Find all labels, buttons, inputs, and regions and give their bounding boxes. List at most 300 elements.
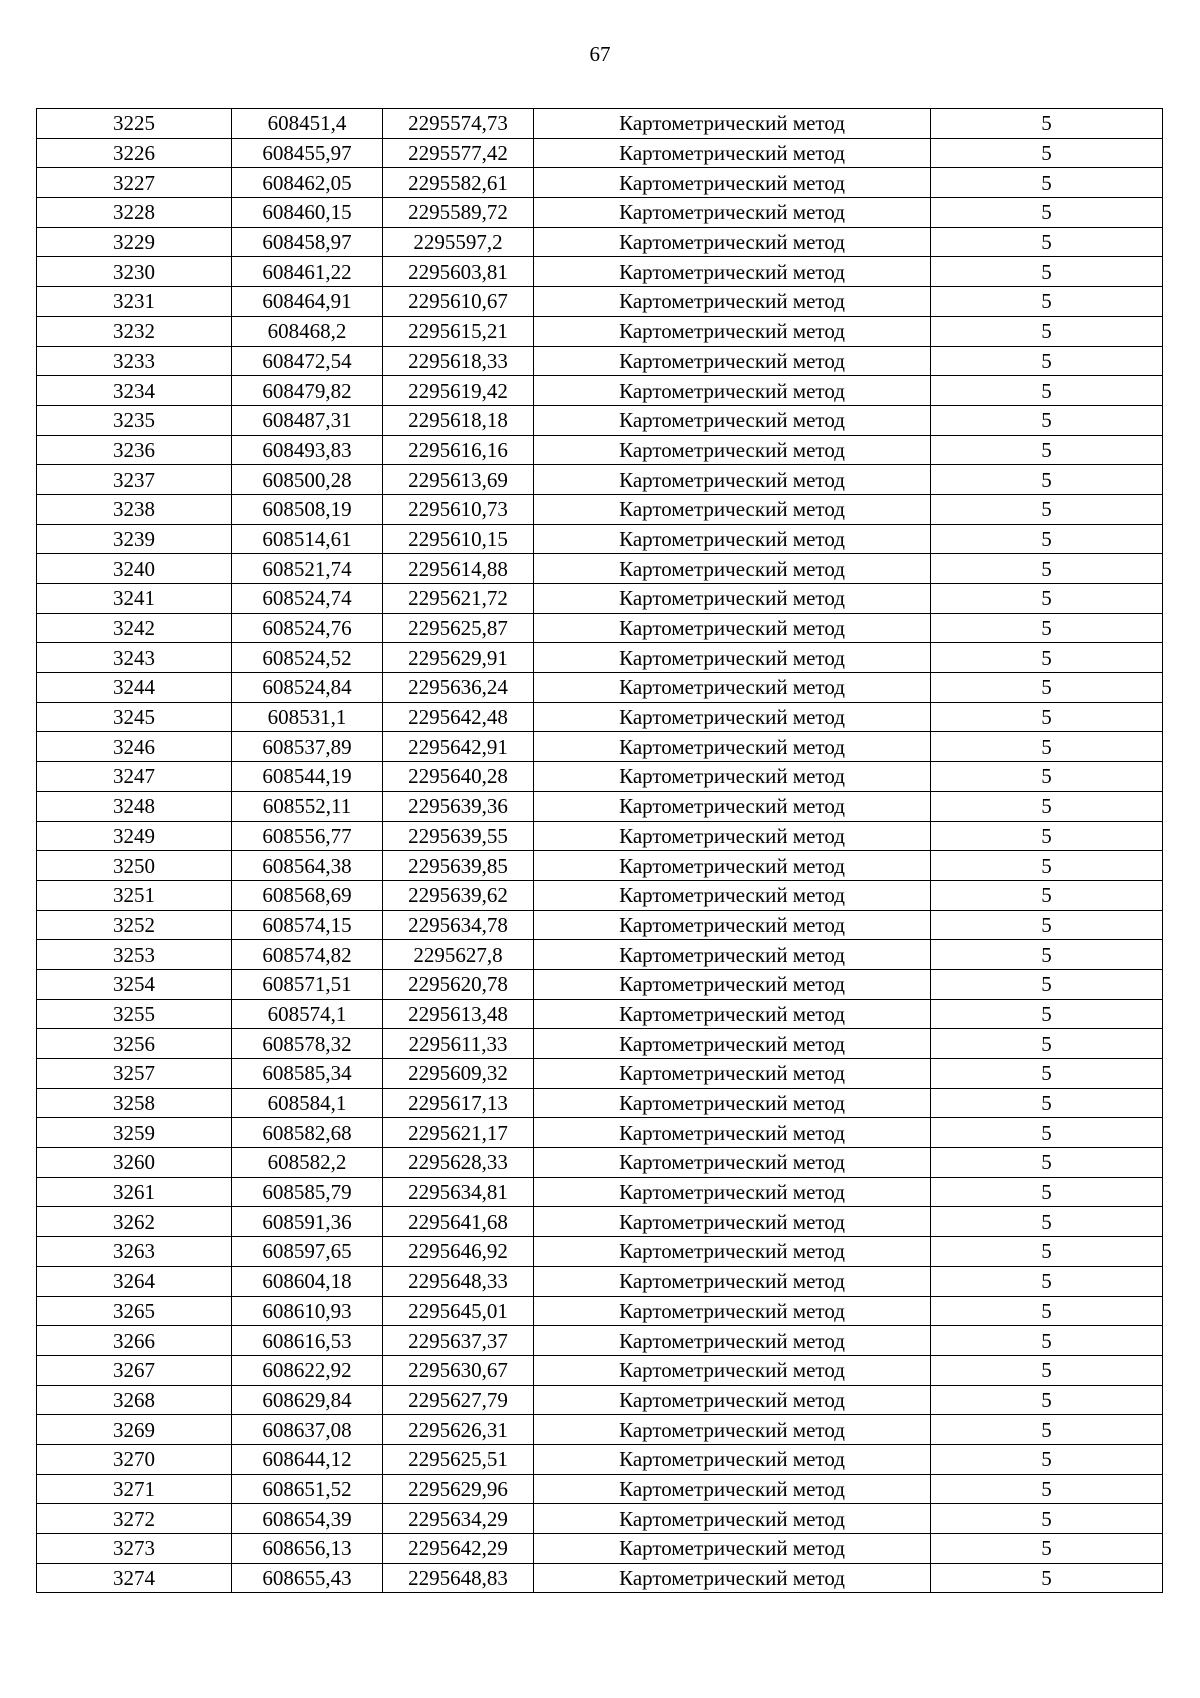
y-coordinate-cell: 2295616,16 xyxy=(383,435,534,465)
method-cell: Картометрический метод xyxy=(534,643,931,673)
table-row xyxy=(37,910,1163,940)
y-coordinate-cell: 2295645,01 xyxy=(383,1296,534,1326)
table-row xyxy=(37,1474,1163,1504)
accuracy-cell: 5 xyxy=(931,1296,1163,1326)
point-number-cell: 3239 xyxy=(37,524,232,554)
point-number-cell: 3260 xyxy=(37,1148,232,1178)
accuracy-cell: 5 xyxy=(931,198,1163,228)
accuracy-cell: 5 xyxy=(931,405,1163,435)
y-coordinate-cell: 2295619,42 xyxy=(383,376,534,406)
accuracy-cell: 5 xyxy=(931,316,1163,346)
x-coordinate-cell: 608564,38 xyxy=(232,851,383,881)
method-cell: Картометрический метод xyxy=(534,910,931,940)
table-row xyxy=(37,198,1163,228)
table-row xyxy=(37,762,1163,792)
table-row xyxy=(37,1355,1163,1385)
x-coordinate-cell: 608597,65 xyxy=(232,1237,383,1267)
y-coordinate-cell: 2295582,61 xyxy=(383,168,534,198)
table-row xyxy=(37,1444,1163,1474)
method-cell: Картометрический метод xyxy=(534,1029,931,1059)
method-cell: Картометрический метод xyxy=(534,138,931,168)
x-coordinate-cell: 608468,2 xyxy=(232,316,383,346)
y-coordinate-cell: 2295574,73 xyxy=(383,109,534,139)
y-coordinate-cell: 2295625,51 xyxy=(383,1444,534,1474)
x-coordinate-cell: 608524,84 xyxy=(232,673,383,703)
accuracy-cell: 5 xyxy=(931,702,1163,732)
y-coordinate-cell: 2295639,62 xyxy=(383,880,534,910)
method-cell: Картометрический метод xyxy=(534,999,931,1029)
point-number-cell: 3256 xyxy=(37,1029,232,1059)
table-row xyxy=(37,346,1163,376)
accuracy-cell: 5 xyxy=(931,1355,1163,1385)
table-row xyxy=(37,316,1163,346)
point-number-cell: 3235 xyxy=(37,405,232,435)
accuracy-cell: 5 xyxy=(931,880,1163,910)
accuracy-cell: 5 xyxy=(931,1059,1163,1089)
x-coordinate-cell: 608524,74 xyxy=(232,584,383,614)
x-coordinate-cell: 608574,1 xyxy=(232,999,383,1029)
table-row xyxy=(37,702,1163,732)
y-coordinate-cell: 2295610,73 xyxy=(383,494,534,524)
point-number-cell: 3272 xyxy=(37,1504,232,1534)
table-row xyxy=(37,109,1163,139)
accuracy-cell: 5 xyxy=(931,524,1163,554)
y-coordinate-cell: 2295634,81 xyxy=(383,1177,534,1207)
accuracy-cell: 5 xyxy=(931,732,1163,762)
y-coordinate-cell: 2295627,79 xyxy=(383,1385,534,1415)
method-cell: Картометрический метод xyxy=(534,1296,931,1326)
accuracy-cell: 5 xyxy=(931,940,1163,970)
accuracy-cell: 5 xyxy=(931,673,1163,703)
point-number-cell: 3261 xyxy=(37,1177,232,1207)
point-number-cell: 3240 xyxy=(37,554,232,584)
method-cell: Картометрический метод xyxy=(534,465,931,495)
accuracy-cell: 5 xyxy=(931,227,1163,257)
table-row xyxy=(37,287,1163,317)
x-coordinate-cell: 608604,18 xyxy=(232,1266,383,1296)
y-coordinate-cell: 2295626,31 xyxy=(383,1415,534,1445)
x-coordinate-cell: 608472,54 xyxy=(232,346,383,376)
table-row xyxy=(37,851,1163,881)
table-row xyxy=(37,969,1163,999)
accuracy-cell: 5 xyxy=(931,1326,1163,1356)
accuracy-cell: 5 xyxy=(931,287,1163,317)
y-coordinate-cell: 2295640,28 xyxy=(383,762,534,792)
point-number-cell: 3274 xyxy=(37,1563,232,1593)
method-cell: Картометрический метод xyxy=(534,791,931,821)
point-number-cell: 3269 xyxy=(37,1415,232,1445)
accuracy-cell: 5 xyxy=(931,1266,1163,1296)
x-coordinate-cell: 608655,43 xyxy=(232,1563,383,1593)
table-row xyxy=(37,1148,1163,1178)
point-number-cell: 3243 xyxy=(37,643,232,673)
method-cell: Картометрический метод xyxy=(534,346,931,376)
accuracy-cell: 5 xyxy=(931,1534,1163,1564)
table-row xyxy=(37,405,1163,435)
x-coordinate-cell: 608500,28 xyxy=(232,465,383,495)
accuracy-cell: 5 xyxy=(931,1474,1163,1504)
method-cell: Картометрический метод xyxy=(534,524,931,554)
x-coordinate-cell: 608651,52 xyxy=(232,1474,383,1504)
accuracy-cell: 5 xyxy=(931,1385,1163,1415)
x-coordinate-cell: 608462,05 xyxy=(232,168,383,198)
accuracy-cell: 5 xyxy=(931,376,1163,406)
table-row xyxy=(37,465,1163,495)
table-row xyxy=(37,613,1163,643)
x-coordinate-cell: 608531,1 xyxy=(232,702,383,732)
method-cell: Картометрический метод xyxy=(534,969,931,999)
method-cell: Картометрический метод xyxy=(534,1444,931,1474)
y-coordinate-cell: 2295621,17 xyxy=(383,1118,534,1148)
table-row xyxy=(37,1504,1163,1534)
x-coordinate-cell: 608464,91 xyxy=(232,287,383,317)
method-cell: Картометрический метод xyxy=(534,702,931,732)
x-coordinate-cell: 608544,19 xyxy=(232,762,383,792)
table-row xyxy=(37,821,1163,851)
table-row xyxy=(37,257,1163,287)
method-cell: Картометрический метод xyxy=(534,940,931,970)
point-number-cell: 3233 xyxy=(37,346,232,376)
y-coordinate-cell: 2295610,67 xyxy=(383,287,534,317)
x-coordinate-cell: 608458,97 xyxy=(232,227,383,257)
point-number-cell: 3231 xyxy=(37,287,232,317)
point-number-cell: 3232 xyxy=(37,316,232,346)
table-row xyxy=(37,524,1163,554)
x-coordinate-cell: 608479,82 xyxy=(232,376,383,406)
method-cell: Картометрический метод xyxy=(534,1355,931,1385)
point-number-cell: 3265 xyxy=(37,1296,232,1326)
x-coordinate-cell: 608654,39 xyxy=(232,1504,383,1534)
table-row xyxy=(37,673,1163,703)
x-coordinate-cell: 608524,76 xyxy=(232,613,383,643)
point-number-cell: 3236 xyxy=(37,435,232,465)
table-row xyxy=(37,1118,1163,1148)
accuracy-cell: 5 xyxy=(931,435,1163,465)
point-number-cell: 3245 xyxy=(37,702,232,732)
table-row xyxy=(37,643,1163,673)
x-coordinate-cell: 608461,22 xyxy=(232,257,383,287)
table-row xyxy=(37,1534,1163,1564)
accuracy-cell: 5 xyxy=(931,821,1163,851)
x-coordinate-cell: 608537,89 xyxy=(232,732,383,762)
table-row xyxy=(37,554,1163,584)
y-coordinate-cell: 2295613,48 xyxy=(383,999,534,1029)
method-cell: Картометрический метод xyxy=(534,1474,931,1504)
point-number-cell: 3255 xyxy=(37,999,232,1029)
accuracy-cell: 5 xyxy=(931,1504,1163,1534)
method-cell: Картометрический метод xyxy=(534,554,931,584)
point-number-cell: 3228 xyxy=(37,198,232,228)
accuracy-cell: 5 xyxy=(931,1029,1163,1059)
point-number-cell: 3244 xyxy=(37,673,232,703)
point-number-cell: 3266 xyxy=(37,1326,232,1356)
x-coordinate-cell: 608644,12 xyxy=(232,1444,383,1474)
accuracy-cell: 5 xyxy=(931,643,1163,673)
method-cell: Картометрический метод xyxy=(534,1415,931,1445)
y-coordinate-cell: 2295618,18 xyxy=(383,405,534,435)
point-number-cell: 3268 xyxy=(37,1385,232,1415)
accuracy-cell: 5 xyxy=(931,346,1163,376)
y-coordinate-cell: 2295621,72 xyxy=(383,584,534,614)
method-cell: Картометрический метод xyxy=(534,287,931,317)
method-cell: Картометрический метод xyxy=(534,168,931,198)
method-cell: Картометрический метод xyxy=(534,732,931,762)
point-number-cell: 3262 xyxy=(37,1207,232,1237)
y-coordinate-cell: 2295636,24 xyxy=(383,673,534,703)
accuracy-cell: 5 xyxy=(931,554,1163,584)
table-row xyxy=(37,999,1163,1029)
x-coordinate-cell: 608574,82 xyxy=(232,940,383,970)
y-coordinate-cell: 2295648,83 xyxy=(383,1563,534,1593)
method-cell: Картометрический метод xyxy=(534,227,931,257)
method-cell: Картометрический метод xyxy=(534,584,931,614)
point-number-cell: 3264 xyxy=(37,1266,232,1296)
point-number-cell: 3270 xyxy=(37,1444,232,1474)
accuracy-cell: 5 xyxy=(931,791,1163,821)
accuracy-cell: 5 xyxy=(931,999,1163,1029)
page-number: 67 xyxy=(589,42,611,66)
y-coordinate-cell: 2295630,67 xyxy=(383,1355,534,1385)
y-coordinate-cell: 2295603,81 xyxy=(383,257,534,287)
x-coordinate-cell: 608574,15 xyxy=(232,910,383,940)
table-row xyxy=(37,227,1163,257)
table-row xyxy=(37,1385,1163,1415)
table-row xyxy=(37,376,1163,406)
accuracy-cell: 5 xyxy=(931,1088,1163,1118)
method-cell: Картометрический метод xyxy=(534,1326,931,1356)
accuracy-cell: 5 xyxy=(931,1148,1163,1178)
accuracy-cell: 5 xyxy=(931,613,1163,643)
y-coordinate-cell: 2295628,33 xyxy=(383,1148,534,1178)
table-row xyxy=(37,1088,1163,1118)
table-row xyxy=(37,1266,1163,1296)
table-row xyxy=(37,1207,1163,1237)
point-number-cell: 3254 xyxy=(37,969,232,999)
x-coordinate-cell: 608622,92 xyxy=(232,1355,383,1385)
x-coordinate-cell: 608582,2 xyxy=(232,1148,383,1178)
method-cell: Картометрический метод xyxy=(534,1534,931,1564)
point-number-cell: 3226 xyxy=(37,138,232,168)
y-coordinate-cell: 2295634,29 xyxy=(383,1504,534,1534)
point-number-cell: 3273 xyxy=(37,1534,232,1564)
y-coordinate-cell: 2295609,32 xyxy=(383,1059,534,1089)
point-number-cell: 3247 xyxy=(37,762,232,792)
method-cell: Картометрический метод xyxy=(534,1148,931,1178)
table-row xyxy=(37,1029,1163,1059)
method-cell: Картометрический метод xyxy=(534,198,931,228)
method-cell: Картометрический метод xyxy=(534,1237,931,1267)
y-coordinate-cell: 2295639,55 xyxy=(383,821,534,851)
y-coordinate-cell: 2295610,15 xyxy=(383,524,534,554)
accuracy-cell: 5 xyxy=(931,465,1163,495)
x-coordinate-cell: 608571,51 xyxy=(232,969,383,999)
method-cell: Картометрический метод xyxy=(534,1118,931,1148)
point-number-cell: 3267 xyxy=(37,1355,232,1385)
method-cell: Картометрический метод xyxy=(534,1266,931,1296)
x-coordinate-cell: 608552,11 xyxy=(232,791,383,821)
point-number-cell: 3249 xyxy=(37,821,232,851)
x-coordinate-cell: 608584,1 xyxy=(232,1088,383,1118)
table-row xyxy=(37,940,1163,970)
accuracy-cell: 5 xyxy=(931,969,1163,999)
point-number-cell: 3246 xyxy=(37,732,232,762)
point-number-cell: 3242 xyxy=(37,613,232,643)
y-coordinate-cell: 2295597,2 xyxy=(383,227,534,257)
y-coordinate-cell: 2295648,33 xyxy=(383,1266,534,1296)
accuracy-cell: 5 xyxy=(931,910,1163,940)
x-coordinate-cell: 608508,19 xyxy=(232,494,383,524)
accuracy-cell: 5 xyxy=(931,138,1163,168)
y-coordinate-cell: 2295629,91 xyxy=(383,643,534,673)
y-coordinate-cell: 2295611,33 xyxy=(383,1029,534,1059)
accuracy-cell: 5 xyxy=(931,168,1163,198)
accuracy-cell: 5 xyxy=(931,762,1163,792)
x-coordinate-cell: 608610,93 xyxy=(232,1296,383,1326)
x-coordinate-cell: 608582,68 xyxy=(232,1118,383,1148)
method-cell: Картометрический метод xyxy=(534,109,931,139)
coordinates-table-body xyxy=(37,109,1163,1593)
x-coordinate-cell: 608637,08 xyxy=(232,1415,383,1445)
point-number-cell: 3257 xyxy=(37,1059,232,1089)
table-row xyxy=(37,732,1163,762)
accuracy-cell: 5 xyxy=(931,1415,1163,1445)
table-row xyxy=(37,1059,1163,1089)
accuracy-cell: 5 xyxy=(931,1207,1163,1237)
table-row xyxy=(37,168,1163,198)
x-coordinate-cell: 608568,69 xyxy=(232,880,383,910)
method-cell: Картометрический метод xyxy=(534,1059,931,1089)
accuracy-cell: 5 xyxy=(931,1118,1163,1148)
point-number-cell: 3248 xyxy=(37,791,232,821)
accuracy-cell: 5 xyxy=(931,1177,1163,1207)
y-coordinate-cell: 2295642,91 xyxy=(383,732,534,762)
accuracy-cell: 5 xyxy=(931,494,1163,524)
point-number-cell: 3253 xyxy=(37,940,232,970)
x-coordinate-cell: 608455,97 xyxy=(232,138,383,168)
method-cell: Картометрический метод xyxy=(534,435,931,465)
accuracy-cell: 5 xyxy=(931,1444,1163,1474)
method-cell: Картометрический метод xyxy=(534,1207,931,1237)
y-coordinate-cell: 2295577,42 xyxy=(383,138,534,168)
point-number-cell: 3241 xyxy=(37,584,232,614)
y-coordinate-cell: 2295639,85 xyxy=(383,851,534,881)
y-coordinate-cell: 2295634,78 xyxy=(383,910,534,940)
accuracy-cell: 5 xyxy=(931,109,1163,139)
point-number-cell: 3238 xyxy=(37,494,232,524)
y-coordinate-cell: 2295637,37 xyxy=(383,1326,534,1356)
point-number-cell: 3250 xyxy=(37,851,232,881)
y-coordinate-cell: 2295646,92 xyxy=(383,1237,534,1267)
method-cell: Картометрический метод xyxy=(534,1088,931,1118)
point-number-cell: 3258 xyxy=(37,1088,232,1118)
x-coordinate-cell: 608524,52 xyxy=(232,643,383,673)
y-coordinate-cell: 2295627,8 xyxy=(383,940,534,970)
x-coordinate-cell: 608578,32 xyxy=(232,1029,383,1059)
table-row xyxy=(37,138,1163,168)
y-coordinate-cell: 2295629,96 xyxy=(383,1474,534,1504)
method-cell: Картометрический метод xyxy=(534,1563,931,1593)
coordinates-table xyxy=(36,108,1163,1593)
table-row xyxy=(37,1563,1163,1593)
method-cell: Картометрический метод xyxy=(534,257,931,287)
y-coordinate-cell: 2295642,48 xyxy=(383,702,534,732)
x-coordinate-cell: 608451,4 xyxy=(232,109,383,139)
x-coordinate-cell: 608591,36 xyxy=(232,1207,383,1237)
table-row xyxy=(37,584,1163,614)
x-coordinate-cell: 608514,61 xyxy=(232,524,383,554)
x-coordinate-cell: 608585,79 xyxy=(232,1177,383,1207)
y-coordinate-cell: 2295641,68 xyxy=(383,1207,534,1237)
point-number-cell: 3251 xyxy=(37,880,232,910)
method-cell: Картометрический метод xyxy=(534,316,931,346)
table-row xyxy=(37,1326,1163,1356)
x-coordinate-cell: 608629,84 xyxy=(232,1385,383,1415)
accuracy-cell: 5 xyxy=(931,1237,1163,1267)
accuracy-cell: 5 xyxy=(931,257,1163,287)
point-number-cell: 3263 xyxy=(37,1237,232,1267)
point-number-cell: 3225 xyxy=(37,109,232,139)
x-coordinate-cell: 608656,13 xyxy=(232,1534,383,1564)
method-cell: Картометрический метод xyxy=(534,1385,931,1415)
x-coordinate-cell: 608585,34 xyxy=(232,1059,383,1089)
point-number-cell: 3234 xyxy=(37,376,232,406)
x-coordinate-cell: 608460,15 xyxy=(232,198,383,228)
y-coordinate-cell: 2295620,78 xyxy=(383,969,534,999)
table-row xyxy=(37,1237,1163,1267)
method-cell: Картометрический метод xyxy=(534,673,931,703)
y-coordinate-cell: 2295617,13 xyxy=(383,1088,534,1118)
method-cell: Картометрический метод xyxy=(534,405,931,435)
method-cell: Картометрический метод xyxy=(534,851,931,881)
method-cell: Картометрический метод xyxy=(534,762,931,792)
table-row xyxy=(37,435,1163,465)
x-coordinate-cell: 608521,74 xyxy=(232,554,383,584)
method-cell: Картометрический метод xyxy=(534,376,931,406)
table-row xyxy=(37,1415,1163,1445)
point-number-cell: 3230 xyxy=(37,257,232,287)
accuracy-cell: 5 xyxy=(931,584,1163,614)
table-row xyxy=(37,1177,1163,1207)
table-row xyxy=(37,1296,1163,1326)
x-coordinate-cell: 608487,31 xyxy=(232,405,383,435)
method-cell: Картометрический метод xyxy=(534,613,931,643)
method-cell: Картометрический метод xyxy=(534,821,931,851)
point-number-cell: 3259 xyxy=(37,1118,232,1148)
y-coordinate-cell: 2295618,33 xyxy=(383,346,534,376)
x-coordinate-cell: 608616,53 xyxy=(232,1326,383,1356)
point-number-cell: 3227 xyxy=(37,168,232,198)
y-coordinate-cell: 2295642,29 xyxy=(383,1534,534,1564)
table-row xyxy=(37,880,1163,910)
point-number-cell: 3237 xyxy=(37,465,232,495)
y-coordinate-cell: 2295625,87 xyxy=(383,613,534,643)
method-cell: Картометрический метод xyxy=(534,1177,931,1207)
method-cell: Картометрический метод xyxy=(534,1504,931,1534)
y-coordinate-cell: 2295639,36 xyxy=(383,791,534,821)
y-coordinate-cell: 2295613,69 xyxy=(383,465,534,495)
x-coordinate-cell: 608556,77 xyxy=(232,821,383,851)
table-row xyxy=(37,791,1163,821)
y-coordinate-cell: 2295614,88 xyxy=(383,554,534,584)
point-number-cell: 3252 xyxy=(37,910,232,940)
point-number-cell: 3229 xyxy=(37,227,232,257)
y-coordinate-cell: 2295615,21 xyxy=(383,316,534,346)
method-cell: Картометрический метод xyxy=(534,494,931,524)
table-row xyxy=(37,494,1163,524)
method-cell: Картометрический метод xyxy=(534,880,931,910)
x-coordinate-cell: 608493,83 xyxy=(232,435,383,465)
y-coordinate-cell: 2295589,72 xyxy=(383,198,534,228)
